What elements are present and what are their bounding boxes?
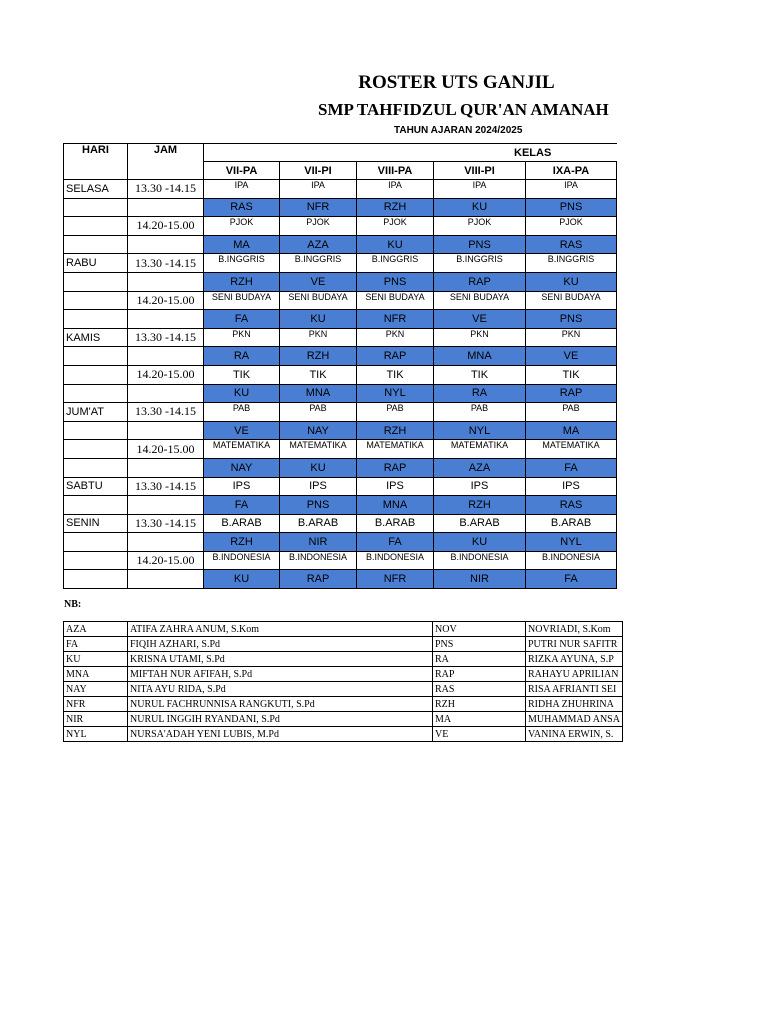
teacher-code-cell: FA <box>526 458 617 477</box>
subject-cell: B.ARAB <box>204 514 280 533</box>
teacher-name: MIFTAH NUR AFIFAH, S.Pd <box>128 667 433 682</box>
schedule-row <box>64 458 617 477</box>
teacher-name: KRISNA UTAMI, S.Pd <box>128 652 433 667</box>
schedule-row <box>64 421 617 440</box>
schedule-row <box>64 403 617 422</box>
subject-cell: TIK <box>204 365 280 384</box>
subject-cell: PKN <box>357 328 434 347</box>
subject-cell: MATEMATIKA <box>526 440 617 459</box>
time-cell <box>128 347 204 366</box>
subject-cell: PAB <box>434 403 526 422</box>
teacher-code-cell: AZA <box>434 458 526 477</box>
time-cell: 13.30 -14.15 <box>128 514 204 533</box>
subject-cell: B.INGGRIS <box>526 254 617 273</box>
teacher-code: RA <box>433 652 526 667</box>
legend-row <box>64 622 623 637</box>
teacher-code-cell: RAP <box>526 384 617 403</box>
class-header: IXA-PA <box>526 162 617 180</box>
subject-cell: IPA <box>204 180 280 199</box>
header-kelas: KELAS <box>204 144 617 162</box>
day-cell <box>64 458 128 477</box>
subject-cell: SENI BUDAYA <box>204 291 280 310</box>
school-name: SMP TAHFIDZUL QUR'AN AMANAH <box>318 100 609 119</box>
subject-cell: SENI BUDAYA <box>280 291 357 310</box>
subject-cell: IPA <box>357 180 434 199</box>
subject-cell: B.INGGRIS <box>357 254 434 273</box>
class-header: VII-PA <box>204 162 280 180</box>
day-cell <box>64 235 128 254</box>
day-cell <box>64 217 128 236</box>
header-jam: JAM <box>128 144 204 180</box>
teacher-code-cell: KU <box>434 533 526 552</box>
day-cell: SENIN <box>64 514 128 533</box>
teacher-code-cell: MA <box>526 421 617 440</box>
teacher-code-cell: RA <box>434 384 526 403</box>
subject-cell: SENI BUDAYA <box>526 291 617 310</box>
teacher-name: FIQIH AZHARI, S.Pd <box>128 637 433 652</box>
schedule-row <box>64 235 617 254</box>
subject-cell: IPS <box>280 477 357 496</box>
teacher-name: PUTRI NUR SAFITR <box>526 637 623 652</box>
day-cell <box>64 347 128 366</box>
time-cell <box>128 458 204 477</box>
subject-cell: MATEMATIKA <box>434 440 526 459</box>
teacher-code-cell: KU <box>280 310 357 329</box>
time-cell <box>128 310 204 329</box>
schedule-row <box>64 310 617 329</box>
legend-row <box>64 712 623 727</box>
subject-cell: B.INDONESIA <box>526 551 617 570</box>
teacher-name: NITA AYU RIDA, S.Pd <box>128 682 433 697</box>
subject-cell: B.INDONESIA <box>434 551 526 570</box>
teacher-code: KU <box>64 652 128 667</box>
time-cell <box>128 384 204 403</box>
teacher-name: VANINA ERWIN, S. <box>526 727 623 742</box>
subject-cell: PAB <box>204 403 280 422</box>
schedule-row <box>64 254 617 273</box>
schedule-row <box>64 496 617 515</box>
day-cell <box>64 496 128 515</box>
teacher-code-cell: RZH <box>357 421 434 440</box>
schedule-row <box>64 551 617 570</box>
teacher-code-cell: NYL <box>357 384 434 403</box>
schedule-row <box>64 514 617 533</box>
time-cell <box>128 533 204 552</box>
subject-cell: B.ARAB <box>357 514 434 533</box>
teacher-code-cell: NAY <box>280 421 357 440</box>
teacher-name: NOVRIADI, S.Kom <box>526 622 623 637</box>
subject-cell: B.INGGRIS <box>280 254 357 273</box>
schedule-row <box>64 384 617 403</box>
teacher-code-cell: NYL <box>526 533 617 552</box>
subject-cell: PKN <box>434 328 526 347</box>
subject-cell: PAB <box>280 403 357 422</box>
teacher-code-cell: NFR <box>357 310 434 329</box>
class-header: VIII-PA <box>357 162 434 180</box>
class-header: VII-PI <box>280 162 357 180</box>
teacher-code-cell: VE <box>204 421 280 440</box>
schedule-row <box>64 365 617 384</box>
legend-row <box>64 727 623 742</box>
day-cell: RABU <box>64 254 128 273</box>
subject-cell: B.ARAB <box>526 514 617 533</box>
schedule-row <box>64 291 617 310</box>
subject-cell: PKN <box>526 328 617 347</box>
teacher-code-cell: KU <box>204 384 280 403</box>
day-cell <box>64 365 128 384</box>
subject-cell: TIK <box>280 365 357 384</box>
day-cell <box>64 533 128 552</box>
teacher-code-cell: RZH <box>434 496 526 515</box>
legend-row <box>64 682 623 697</box>
teacher-code: RAS <box>433 682 526 697</box>
schedule-row <box>64 217 617 236</box>
teacher-code-cell: RAP <box>357 347 434 366</box>
subject-cell: SENI BUDAYA <box>357 291 434 310</box>
teacher-code: MNA <box>64 667 128 682</box>
teacher-name: ATIFA ZAHRA ANUM, S.Kom <box>128 622 433 637</box>
day-cell: JUM'AT <box>64 403 128 422</box>
time-cell: 13.30 -14.15 <box>128 254 204 273</box>
legend-row <box>64 667 623 682</box>
teacher-code-cell: PNS <box>280 496 357 515</box>
teacher-code-cell: PNS <box>526 198 617 217</box>
teacher-code-cell: RAS <box>526 235 617 254</box>
day-cell: KAMIS <box>64 328 128 347</box>
subject-cell: IPA <box>280 180 357 199</box>
day-cell <box>64 570 128 589</box>
legend-row <box>64 652 623 667</box>
teacher-code: FA <box>64 637 128 652</box>
subject-cell: SENI BUDAYA <box>434 291 526 310</box>
teacher-code-cell: KU <box>526 272 617 291</box>
teacher-code: PNS <box>433 637 526 652</box>
subject-cell: PJOK <box>434 217 526 236</box>
subject-cell: IPA <box>526 180 617 199</box>
subject-cell: B.INGGRIS <box>434 254 526 273</box>
day-cell: SELASA <box>64 180 128 199</box>
subject-cell: PJOK <box>526 217 617 236</box>
time-cell: 13.30 -14.15 <box>128 403 204 422</box>
time-cell <box>128 496 204 515</box>
teacher-code-cell: FA <box>204 496 280 515</box>
teacher-code-cell: RAP <box>434 272 526 291</box>
teacher-code: NOV <box>433 622 526 637</box>
subject-cell: TIK <box>357 365 434 384</box>
schedule-row <box>64 570 617 589</box>
schedule-row <box>64 198 617 217</box>
teacher-name: NURUL FACHRUNNISA RANGKUTI, S.Pd <box>128 697 433 712</box>
teacher-code-cell: MNA <box>357 496 434 515</box>
day-cell <box>64 551 128 570</box>
teacher-code-cell: NAY <box>204 458 280 477</box>
teacher-code-cell: RA <box>204 347 280 366</box>
teacher-name: NURSA'ADAH YENI LUBIS, M.Pd <box>128 727 433 742</box>
day-cell <box>64 198 128 217</box>
teacher-legend-table <box>63 621 623 742</box>
teacher-code-cell: KU <box>434 198 526 217</box>
teacher-code-cell: KU <box>280 458 357 477</box>
time-cell <box>128 198 204 217</box>
header-hari: HARI <box>64 144 128 180</box>
subject-cell: IPS <box>204 477 280 496</box>
teacher-name: RIZKA AYUNA, S.P <box>526 652 623 667</box>
schedule-row <box>64 477 617 496</box>
time-cell: 14.20-15.00 <box>128 217 204 236</box>
schedule-row <box>64 533 617 552</box>
teacher-code-cell: PNS <box>526 310 617 329</box>
day-cell <box>64 310 128 329</box>
time-cell <box>128 421 204 440</box>
teacher-code-cell: NIR <box>280 533 357 552</box>
day-cell: SABTU <box>64 477 128 496</box>
subject-cell: PAB <box>357 403 434 422</box>
subject-cell: PAB <box>526 403 617 422</box>
teacher-code-cell: RAS <box>204 198 280 217</box>
teacher-code-cell: PNS <box>357 272 434 291</box>
exam-schedule-table <box>63 143 617 589</box>
teacher-code-cell: NIR <box>434 570 526 589</box>
subject-cell: IPS <box>526 477 617 496</box>
academic-year: TAHUN AJARAN 2024/2025 <box>394 125 523 136</box>
teacher-code-cell: RZH <box>357 198 434 217</box>
teacher-code: MA <box>433 712 526 727</box>
teacher-code-cell: RZH <box>280 347 357 366</box>
subject-cell: B.ARAB <box>434 514 526 533</box>
legend-row <box>64 697 623 712</box>
subject-cell: IPS <box>434 477 526 496</box>
teacher-code-cell: FA <box>526 570 617 589</box>
roster-title: ROSTER UTS GANJIL <box>358 72 555 93</box>
subject-cell: IPA <box>434 180 526 199</box>
time-cell: 13.30 -14.15 <box>128 180 204 199</box>
teacher-code-cell: MA <box>204 235 280 254</box>
subject-cell: TIK <box>434 365 526 384</box>
subject-cell: PKN <box>280 328 357 347</box>
teacher-code-cell: RAP <box>357 458 434 477</box>
teacher-code-cell: FA <box>357 533 434 552</box>
subject-cell: MATEMATIKA <box>280 440 357 459</box>
teacher-code: NIR <box>64 712 128 727</box>
teacher-code: NFR <box>64 697 128 712</box>
teacher-name: RIDHA ZHUHRINA <box>526 697 623 712</box>
teacher-code-cell: VE <box>434 310 526 329</box>
subject-cell: PKN <box>204 328 280 347</box>
day-cell <box>64 421 128 440</box>
teacher-code-cell: VE <box>280 272 357 291</box>
time-cell: 14.20-15.00 <box>128 365 204 384</box>
day-cell <box>64 384 128 403</box>
teacher-name: NURUL INGGIH RYANDANI, S.Pd <box>128 712 433 727</box>
time-cell <box>128 235 204 254</box>
teacher-code-cell: KU <box>357 235 434 254</box>
subject-cell: MATEMATIKA <box>357 440 434 459</box>
day-cell <box>64 291 128 310</box>
teacher-code-cell: KU <box>204 570 280 589</box>
teacher-code-cell: NFR <box>357 570 434 589</box>
subject-cell: PJOK <box>357 217 434 236</box>
teacher-code-cell: NFR <box>280 198 357 217</box>
time-cell: 14.20-15.00 <box>128 440 204 459</box>
teacher-code: AZA <box>64 622 128 637</box>
teacher-code: VE <box>433 727 526 742</box>
time-cell <box>128 570 204 589</box>
day-cell <box>64 272 128 291</box>
time-cell: 13.30 -14.15 <box>128 328 204 347</box>
teacher-code-cell: RAP <box>280 570 357 589</box>
class-header: VIII-PI <box>434 162 526 180</box>
subject-cell: B.INDONESIA <box>204 551 280 570</box>
teacher-code-cell: AZA <box>280 235 357 254</box>
schedule-row <box>64 180 617 199</box>
teacher-code-cell: RAS <box>526 496 617 515</box>
teacher-code-cell: VE <box>526 347 617 366</box>
schedule-row <box>64 347 617 366</box>
teacher-code-cell: MNA <box>280 384 357 403</box>
time-cell: 13.30 -14.15 <box>128 477 204 496</box>
legend-row <box>64 637 623 652</box>
teacher-code-cell: MNA <box>434 347 526 366</box>
time-cell <box>128 272 204 291</box>
day-cell <box>64 440 128 459</box>
teacher-code: NAY <box>64 682 128 697</box>
teacher-code: RAP <box>433 667 526 682</box>
teacher-code-cell: PNS <box>434 235 526 254</box>
teacher-name: RAHAYU APRILIAN <box>526 667 623 682</box>
subject-cell: IPS <box>357 477 434 496</box>
subject-cell: B.INDONESIA <box>280 551 357 570</box>
teacher-code: RZH <box>433 697 526 712</box>
teacher-code-cell: FA <box>204 310 280 329</box>
teacher-code-cell: RZH <box>204 272 280 291</box>
subject-cell: PJOK <box>204 217 280 236</box>
schedule-row <box>64 272 617 291</box>
subject-cell: PJOK <box>280 217 357 236</box>
teacher-code-cell: NYL <box>434 421 526 440</box>
subject-cell: B.ARAB <box>280 514 357 533</box>
teacher-name: MUHAMMAD ANSA <box>526 712 623 727</box>
teacher-code: NYL <box>64 727 128 742</box>
schedule-row <box>64 328 617 347</box>
subject-cell: TIK <box>526 365 617 384</box>
subject-cell: B.INDONESIA <box>357 551 434 570</box>
subject-cell: MATEMATIKA <box>204 440 280 459</box>
subject-cell: B.INGGRIS <box>204 254 280 273</box>
teacher-code-cell: RZH <box>204 533 280 552</box>
time-cell: 14.20-15.00 <box>128 551 204 570</box>
time-cell: 14.20-15.00 <box>128 291 204 310</box>
teacher-name: RISA AFRIANTI SEI <box>526 682 623 697</box>
schedule-row <box>64 440 617 459</box>
notes-label: NB: <box>64 599 82 610</box>
